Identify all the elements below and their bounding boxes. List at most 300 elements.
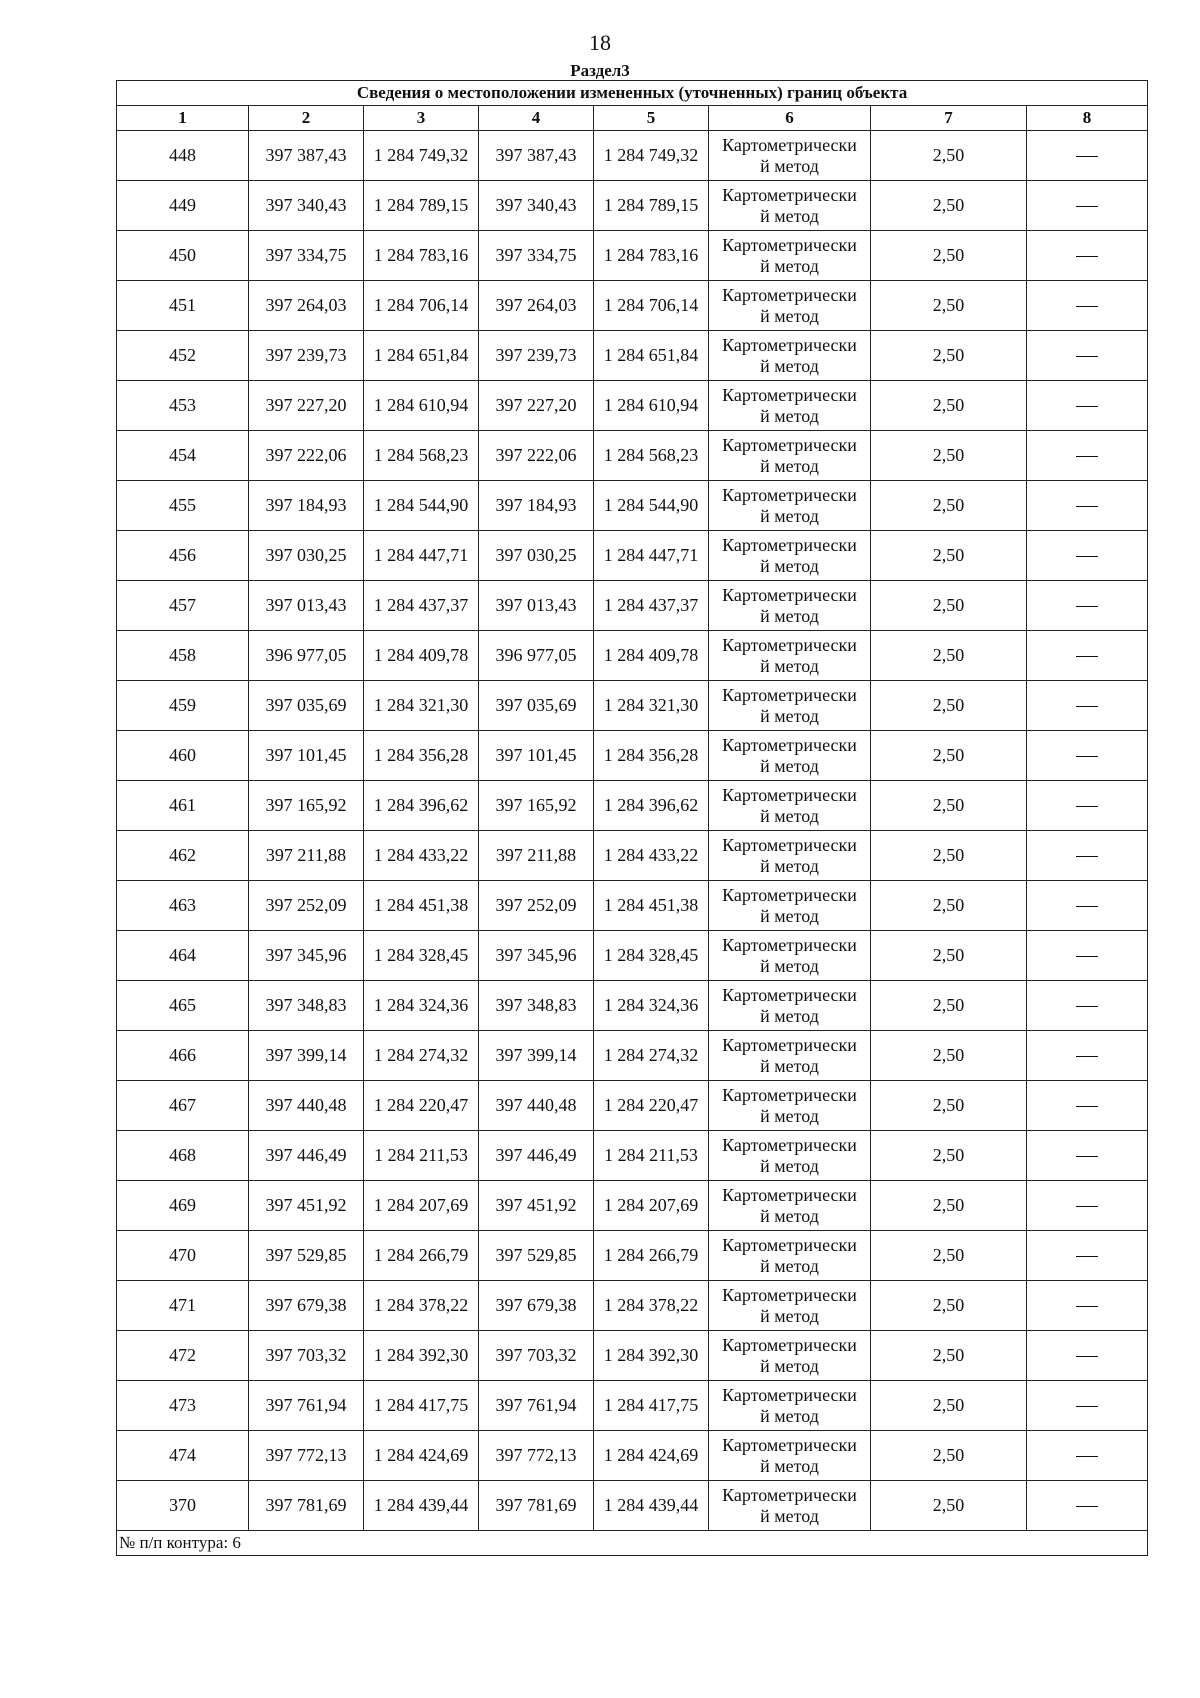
y-coordinate-cell: 1 284 439,44 [364, 1481, 479, 1531]
method-cell [709, 581, 871, 631]
empty-dash-mark [1076, 706, 1098, 707]
x-coordinate-cell: 397 772,13 [249, 1431, 364, 1481]
y-new-coordinate-cell: 1 284 207,69 [594, 1181, 709, 1231]
method-line: Картометрически [722, 234, 857, 255]
method-cell [709, 331, 871, 381]
y-coordinate-cell: 1 284 424,69 [364, 1431, 479, 1481]
table-row [117, 1131, 1148, 1181]
method-line: Картометрически [722, 734, 857, 755]
y-new-coordinate-cell: 1 284 266,79 [594, 1231, 709, 1281]
precision-cell: 2,50 [871, 881, 1027, 931]
method-line: Картометрически [722, 784, 857, 805]
y-new-coordinate-cell: 1 284 409,78 [594, 631, 709, 681]
description-cell [1027, 981, 1148, 1031]
method-cell [709, 231, 871, 281]
table-caption: Сведения о местоположении измененных (уточненных) границ объекта [117, 81, 1148, 106]
table-row [117, 331, 1148, 381]
x-coordinate-cell: 397 184,93 [249, 481, 364, 531]
method-cell [709, 431, 871, 481]
y-coordinate-cell: 1 284 433,22 [364, 831, 479, 881]
table-row [117, 681, 1148, 731]
method-line: Картометрически [722, 1084, 857, 1105]
method-cell [709, 1431, 871, 1481]
x-coordinate-cell: 397 529,85 [249, 1231, 364, 1281]
column-header: 1 [117, 106, 249, 131]
x-new-coordinate-cell: 397 222,06 [479, 431, 594, 481]
empty-dash-mark [1076, 856, 1098, 857]
x-coordinate-cell: 397 101,45 [249, 731, 364, 781]
description-cell [1027, 1031, 1148, 1081]
y-coordinate-cell: 1 284 396,62 [364, 781, 479, 831]
x-new-coordinate-cell: 397 227,20 [479, 381, 594, 431]
point-number-cell: 473 [117, 1381, 249, 1431]
method-line: Картометрически [722, 934, 857, 955]
method-line: Картометрически [722, 1484, 857, 1505]
table-body [117, 131, 1148, 1531]
description-cell [1027, 1331, 1148, 1381]
point-number-cell: 455 [117, 481, 249, 531]
method-cell [709, 1181, 871, 1231]
column-header: 5 [594, 106, 709, 131]
method-line: Картометрически [722, 1434, 857, 1455]
x-new-coordinate-cell: 397 440,48 [479, 1081, 594, 1131]
empty-dash-mark [1076, 806, 1098, 807]
x-new-coordinate-cell: 397 252,09 [479, 881, 594, 931]
x-new-coordinate-cell: 397 345,96 [479, 931, 594, 981]
description-cell [1027, 931, 1148, 981]
y-coordinate-cell: 1 284 220,47 [364, 1081, 479, 1131]
description-cell [1027, 381, 1148, 431]
point-number-cell: 468 [117, 1131, 249, 1181]
empty-dash-mark [1076, 656, 1098, 657]
y-new-coordinate-cell: 1 284 220,47 [594, 1081, 709, 1131]
y-new-coordinate-cell: 1 284 211,53 [594, 1131, 709, 1181]
precision-cell: 2,50 [871, 1231, 1027, 1281]
y-coordinate-cell: 1 284 789,15 [364, 181, 479, 231]
table-row [117, 1281, 1148, 1331]
y-new-coordinate-cell: 1 284 396,62 [594, 781, 709, 831]
precision-cell: 2,50 [871, 1381, 1027, 1431]
method-line: Картометрически [722, 634, 857, 655]
method-line: Картометрически [722, 884, 857, 905]
table-row [117, 1331, 1148, 1381]
empty-dash-mark [1076, 456, 1098, 457]
method-cell [709, 1231, 871, 1281]
empty-dash-mark [1076, 1506, 1098, 1507]
method-line: Картометрически [722, 1284, 857, 1305]
point-number-cell: 448 [117, 131, 249, 181]
x-coordinate-cell: 397 451,92 [249, 1181, 364, 1231]
empty-dash-mark [1076, 1306, 1098, 1307]
y-coordinate-cell: 1 284 321,30 [364, 681, 479, 731]
x-new-coordinate-cell: 397 035,69 [479, 681, 594, 731]
description-cell [1027, 781, 1148, 831]
y-coordinate-cell: 1 284 544,90 [364, 481, 479, 531]
method-line: Картометрически [722, 184, 857, 205]
precision-cell: 2,50 [871, 281, 1027, 331]
method-line: й метод [760, 255, 819, 276]
x-new-coordinate-cell: 397 679,38 [479, 1281, 594, 1331]
x-coordinate-cell: 397 227,20 [249, 381, 364, 431]
x-coordinate-cell: 397 211,88 [249, 831, 364, 881]
y-coordinate-cell: 1 284 207,69 [364, 1181, 479, 1231]
method-line: й метод [760, 1455, 819, 1476]
section-title: Раздел3 [570, 61, 630, 80]
table-row [117, 131, 1148, 181]
table-row [117, 1431, 1148, 1481]
y-new-coordinate-cell: 1 284 437,37 [594, 581, 709, 631]
table-row [117, 431, 1148, 481]
method-line: й метод [760, 905, 819, 926]
y-coordinate-cell: 1 284 409,78 [364, 631, 479, 681]
precision-cell: 2,50 [871, 431, 1027, 481]
x-new-coordinate-cell: 397 387,43 [479, 131, 594, 181]
y-coordinate-cell: 1 284 651,84 [364, 331, 479, 381]
x-coordinate-cell: 397 264,03 [249, 281, 364, 331]
method-cell [709, 1081, 871, 1131]
column-header: 6 [709, 106, 871, 131]
point-number-cell: 462 [117, 831, 249, 881]
x-coordinate-cell: 397 340,43 [249, 181, 364, 231]
precision-cell: 2,50 [871, 531, 1027, 581]
empty-dash-mark [1076, 256, 1098, 257]
y-new-coordinate-cell: 1 284 544,90 [594, 481, 709, 531]
precision-cell: 2,50 [871, 181, 1027, 231]
method-cell [709, 481, 871, 531]
method-line: й метод [760, 505, 819, 526]
x-new-coordinate-cell: 397 264,03 [479, 281, 594, 331]
precision-cell: 2,50 [871, 131, 1027, 181]
method-line: Картометрически [722, 1334, 857, 1355]
table-row [117, 931, 1148, 981]
x-coordinate-cell: 397 446,49 [249, 1131, 364, 1181]
method-line: й метод [760, 955, 819, 976]
x-coordinate-cell: 397 239,73 [249, 331, 364, 381]
x-coordinate-cell: 397 761,94 [249, 1381, 364, 1431]
y-new-coordinate-cell: 1 284 324,36 [594, 981, 709, 1031]
method-cell [709, 531, 871, 581]
method-cell [709, 931, 871, 981]
method-cell [709, 281, 871, 331]
table-row [117, 881, 1148, 931]
method-line: й метод [760, 1005, 819, 1026]
table-row [117, 381, 1148, 431]
empty-dash-mark [1076, 756, 1098, 757]
description-cell [1027, 1081, 1148, 1131]
table-row [117, 781, 1148, 831]
precision-cell: 2,50 [871, 1281, 1027, 1331]
description-cell [1027, 131, 1148, 181]
x-coordinate-cell: 397 399,14 [249, 1031, 364, 1081]
method-line: й метод [760, 705, 819, 726]
x-coordinate-cell: 397 703,32 [249, 1331, 364, 1381]
y-coordinate-cell: 1 284 378,22 [364, 1281, 479, 1331]
x-new-coordinate-cell: 396 977,05 [479, 631, 594, 681]
method-cell [709, 631, 871, 681]
precision-cell: 2,50 [871, 1081, 1027, 1131]
y-new-coordinate-cell: 1 284 568,23 [594, 431, 709, 481]
description-cell [1027, 431, 1148, 481]
method-line: й метод [760, 1505, 819, 1526]
y-coordinate-cell: 1 284 328,45 [364, 931, 479, 981]
point-number-cell: 466 [117, 1031, 249, 1081]
empty-dash-mark [1076, 406, 1098, 407]
table-row [117, 181, 1148, 231]
method-line: й метод [760, 1155, 819, 1176]
description-cell [1027, 631, 1148, 681]
precision-cell: 2,50 [871, 681, 1027, 731]
description-cell [1027, 1431, 1148, 1481]
y-new-coordinate-cell: 1 284 424,69 [594, 1431, 709, 1481]
point-number-cell: 459 [117, 681, 249, 731]
x-new-coordinate-cell: 397 446,49 [479, 1131, 594, 1181]
empty-dash-mark [1076, 606, 1098, 607]
x-new-coordinate-cell: 397 772,13 [479, 1431, 594, 1481]
method-line: Картометрически [722, 384, 857, 405]
method-cell [709, 981, 871, 1031]
table-row [117, 831, 1148, 881]
empty-dash-mark [1076, 906, 1098, 907]
x-new-coordinate-cell: 397 030,25 [479, 531, 594, 581]
description-cell [1027, 331, 1148, 381]
method-cell [709, 1281, 871, 1331]
x-coordinate-cell: 397 348,83 [249, 981, 364, 1031]
y-coordinate-cell: 1 284 356,28 [364, 731, 479, 781]
table-row [117, 281, 1148, 331]
method-cell [709, 781, 871, 831]
method-line: й метод [760, 155, 819, 176]
x-new-coordinate-cell: 397 451,92 [479, 1181, 594, 1231]
point-number-cell: 452 [117, 331, 249, 381]
empty-dash-mark [1076, 1406, 1098, 1407]
method-line: й метод [760, 1255, 819, 1276]
x-new-coordinate-cell: 397 703,32 [479, 1331, 594, 1381]
x-coordinate-cell: 397 679,38 [249, 1281, 364, 1331]
x-new-coordinate-cell: 397 165,92 [479, 781, 594, 831]
empty-dash-mark [1076, 1456, 1098, 1457]
method-line: Картометрически [722, 1134, 857, 1155]
point-number-cell: 453 [117, 381, 249, 431]
point-number-cell: 456 [117, 531, 249, 581]
point-number-cell: 450 [117, 231, 249, 281]
empty-dash-mark [1076, 956, 1098, 957]
precision-cell: 2,50 [871, 831, 1027, 881]
y-new-coordinate-cell: 1 284 328,45 [594, 931, 709, 981]
empty-dash-mark [1076, 206, 1098, 207]
point-number-cell: 458 [117, 631, 249, 681]
y-coordinate-cell: 1 284 324,36 [364, 981, 479, 1031]
table-row [117, 531, 1148, 581]
method-cell [709, 831, 871, 881]
method-line: й метод [760, 555, 819, 576]
empty-dash-mark [1076, 1006, 1098, 1007]
table-row [117, 1081, 1148, 1131]
point-number-cell: 470 [117, 1231, 249, 1281]
method-cell [709, 1131, 871, 1181]
x-new-coordinate-cell: 397 334,75 [479, 231, 594, 281]
empty-dash-mark [1076, 156, 1098, 157]
description-cell [1027, 181, 1148, 231]
point-number-cell: 472 [117, 1331, 249, 1381]
empty-dash-mark [1076, 306, 1098, 307]
table-row [117, 1031, 1148, 1081]
precision-cell: 2,50 [871, 631, 1027, 681]
precision-cell: 2,50 [871, 1431, 1027, 1481]
x-coordinate-cell: 397 013,43 [249, 581, 364, 631]
y-new-coordinate-cell: 1 284 439,44 [594, 1481, 709, 1531]
table-row [117, 1181, 1148, 1231]
y-coordinate-cell: 1 284 783,16 [364, 231, 479, 281]
point-number-cell: 460 [117, 731, 249, 781]
method-line: й метод [760, 605, 819, 626]
description-cell [1027, 1181, 1148, 1231]
table-row [117, 231, 1148, 281]
table-row [117, 1231, 1148, 1281]
method-line: Картометрически [722, 484, 857, 505]
precision-cell: 2,50 [871, 231, 1027, 281]
x-new-coordinate-cell: 397 340,43 [479, 181, 594, 231]
point-number-cell: 471 [117, 1281, 249, 1331]
description-cell [1027, 1281, 1148, 1331]
empty-dash-mark [1076, 1156, 1098, 1157]
description-cell [1027, 231, 1148, 281]
x-new-coordinate-cell: 397 239,73 [479, 331, 594, 381]
column-header: 7 [871, 106, 1027, 131]
x-coordinate-cell: 397 030,25 [249, 531, 364, 581]
x-coordinate-cell: 397 781,69 [249, 1481, 364, 1531]
method-line: Картометрически [722, 1234, 857, 1255]
column-header: 3 [364, 106, 479, 131]
precision-cell: 2,50 [871, 1181, 1027, 1231]
point-number-cell: 463 [117, 881, 249, 931]
empty-dash-mark [1076, 1206, 1098, 1207]
point-number-cell: 451 [117, 281, 249, 331]
method-line: й метод [760, 1055, 819, 1076]
point-number-cell: 474 [117, 1431, 249, 1481]
y-coordinate-cell: 1 284 568,23 [364, 431, 479, 481]
description-cell [1027, 681, 1148, 731]
method-line: й метод [760, 405, 819, 426]
method-line: й метод [760, 1305, 819, 1326]
precision-cell: 2,50 [871, 1031, 1027, 1081]
point-number-cell: 457 [117, 581, 249, 631]
method-line: й метод [760, 1355, 819, 1376]
x-new-coordinate-cell: 397 529,85 [479, 1231, 594, 1281]
contour-number: № п/п контура: 6 [117, 1531, 1148, 1556]
x-new-coordinate-cell: 397 013,43 [479, 581, 594, 631]
y-coordinate-cell: 1 284 211,53 [364, 1131, 479, 1181]
method-line: й метод [760, 755, 819, 776]
method-line: й метод [760, 205, 819, 226]
y-new-coordinate-cell: 1 284 356,28 [594, 731, 709, 781]
method-line: Картометрически [722, 1184, 857, 1205]
y-coordinate-cell: 1 284 451,38 [364, 881, 479, 931]
y-new-coordinate-cell: 1 284 651,84 [594, 331, 709, 381]
table-row [117, 731, 1148, 781]
method-line: й метод [760, 655, 819, 676]
empty-dash-mark [1076, 1056, 1098, 1057]
coordinates-table [116, 80, 1148, 1556]
page-number: 18 [589, 30, 611, 55]
y-coordinate-cell: 1 284 392,30 [364, 1331, 479, 1381]
table-row [117, 1381, 1148, 1431]
y-coordinate-cell: 1 284 266,79 [364, 1231, 479, 1281]
description-cell [1027, 481, 1148, 531]
y-coordinate-cell: 1 284 706,14 [364, 281, 479, 331]
method-line: Картометрически [722, 1034, 857, 1055]
precision-cell: 2,50 [871, 1481, 1027, 1531]
y-new-coordinate-cell: 1 284 706,14 [594, 281, 709, 331]
column-header-row [117, 106, 1148, 131]
table-row [117, 981, 1148, 1031]
x-coordinate-cell: 396 977,05 [249, 631, 364, 681]
method-cell [709, 881, 871, 931]
x-coordinate-cell: 397 387,43 [249, 131, 364, 181]
method-line: й метод [760, 305, 819, 326]
description-cell [1027, 531, 1148, 581]
x-new-coordinate-cell: 397 211,88 [479, 831, 594, 881]
y-new-coordinate-cell: 1 284 789,15 [594, 181, 709, 231]
y-coordinate-cell: 1 284 447,71 [364, 531, 479, 581]
description-cell [1027, 581, 1148, 631]
method-cell [709, 131, 871, 181]
description-cell [1027, 881, 1148, 931]
y-new-coordinate-cell: 1 284 321,30 [594, 681, 709, 731]
method-line: й метод [760, 455, 819, 476]
method-line: й метод [760, 805, 819, 826]
point-number-cell: 465 [117, 981, 249, 1031]
precision-cell: 2,50 [871, 1331, 1027, 1381]
empty-dash-mark [1076, 506, 1098, 507]
method-line: й метод [760, 1105, 819, 1126]
empty-dash-mark [1076, 1256, 1098, 1257]
method-cell [709, 181, 871, 231]
empty-dash-mark [1076, 1356, 1098, 1357]
precision-cell: 2,50 [871, 481, 1027, 531]
point-number-cell: 449 [117, 181, 249, 231]
column-header: 2 [249, 106, 364, 131]
method-line: й метод [760, 355, 819, 376]
x-new-coordinate-cell: 397 781,69 [479, 1481, 594, 1531]
y-new-coordinate-cell: 1 284 433,22 [594, 831, 709, 881]
x-new-coordinate-cell: 397 761,94 [479, 1381, 594, 1431]
y-new-coordinate-cell: 1 284 749,32 [594, 131, 709, 181]
y-new-coordinate-cell: 1 284 447,71 [594, 531, 709, 581]
precision-cell: 2,50 [871, 331, 1027, 381]
method-cell [709, 681, 871, 731]
method-line: Картометрически [722, 134, 857, 155]
method-cell [709, 1481, 871, 1531]
y-new-coordinate-cell: 1 284 392,30 [594, 1331, 709, 1381]
x-coordinate-cell: 397 252,09 [249, 881, 364, 931]
x-new-coordinate-cell: 397 101,45 [479, 731, 594, 781]
y-new-coordinate-cell: 1 284 378,22 [594, 1281, 709, 1331]
y-new-coordinate-cell: 1 284 451,38 [594, 881, 709, 931]
point-number-cell: 461 [117, 781, 249, 831]
method-line: Картометрически [722, 834, 857, 855]
method-cell [709, 731, 871, 781]
method-line: Картометрически [722, 984, 857, 1005]
column-header: 4 [479, 106, 594, 131]
x-coordinate-cell: 397 334,75 [249, 231, 364, 281]
method-cell [709, 381, 871, 431]
precision-cell: 2,50 [871, 781, 1027, 831]
empty-dash-mark [1076, 556, 1098, 557]
method-line: Картометрически [722, 534, 857, 555]
description-cell [1027, 1481, 1148, 1531]
method-line: Картометрически [722, 334, 857, 355]
x-coordinate-cell: 397 165,92 [249, 781, 364, 831]
